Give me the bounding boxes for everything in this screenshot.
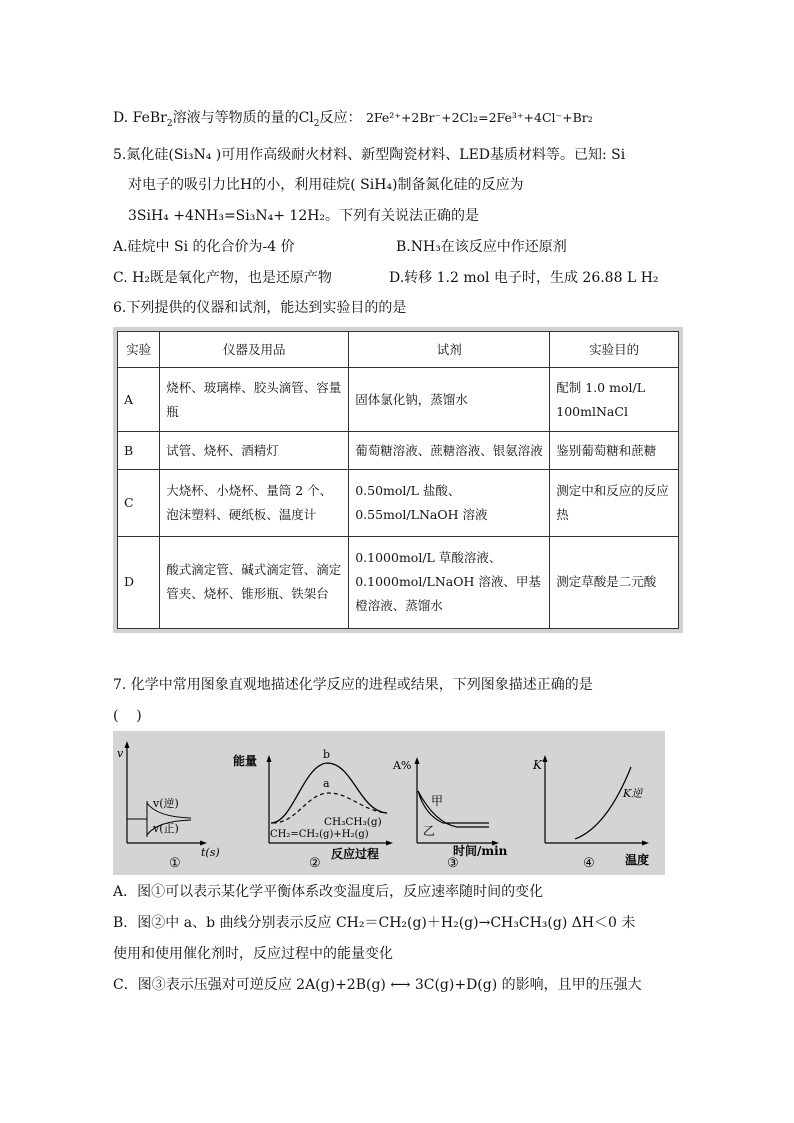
q7-option-c: C．图③表示压强对可逆反应 2A(g)+2B(g) ⟷ 3C(g)+D(g) 的影响，且甲的压强大 <box>113 977 642 993</box>
table-row <box>118 368 679 432</box>
graph-2 <box>233 748 393 871</box>
graph2-number: ② <box>309 856 321 871</box>
q5-option-b: B.NH₃在该反应中作还原剂 <box>396 239 567 255</box>
option-d-tail: 反应： <box>319 110 362 126</box>
graph3-xlabel: 时间/min <box>453 844 508 858</box>
table-cell: 酸式滴定管、碱式滴定管、滴定管夹、烧杯、锥形瓶、铁架台 <box>160 536 349 628</box>
q7-option-b-line2: 使用和使用催化剂时，反应过程中的能量变化 <box>113 946 393 962</box>
graph4-number: ④ <box>583 856 595 871</box>
table-cell: B <box>118 432 160 470</box>
experiment-table <box>113 327 683 633</box>
q7-bracket: ( ) <box>113 708 142 724</box>
graph4-ylabel: K <box>533 758 542 772</box>
graph1-forward-label: v(正) <box>153 822 179 835</box>
graph1-number: ① <box>169 856 181 871</box>
table-row <box>118 470 679 536</box>
option-d-middle: 溶液与等物质的量的Cl <box>172 110 314 126</box>
q6-stem: 6.下列提供的仪器和试剂，能达到实验目的的是 <box>113 300 407 316</box>
option-d-prefix: D. FeBr <box>113 110 167 126</box>
graph2-curve-a: a <box>323 777 330 790</box>
q5-option-a: A.硅烷中 Si 的化合价为-4 价 <box>113 239 295 255</box>
graph3-ylabel: A% <box>393 759 412 772</box>
option-d-equation: 2Fe²⁺+2Br⁻+2Cl₂=2Fe³⁺+4Cl⁻+Br₂ <box>365 110 593 125</box>
table-cell: 试管、烧杯、酒精灯 <box>160 432 349 470</box>
table-cell: 葡萄糖溶液、蔗糖溶液、银氨溶液 <box>349 432 550 470</box>
header-cell: 实验 <box>118 332 160 368</box>
graph1-ylabel: v <box>117 747 124 760</box>
graph3-label-jia: 甲 <box>431 794 444 808</box>
q5-option-c: C. H₂既是氧化产物，也是还原产物 <box>113 270 332 286</box>
table-cell: A <box>118 368 160 432</box>
q7-stem: 7. 化学中常用图象直观地描述化学反应的进程或结果，下列图象描述正确的是 <box>113 677 593 693</box>
table-cell: 0.1000mol/L 草酸溶液、0.1000mol/LNaOH 溶液、甲基橙溶液、蒸馏水 <box>349 536 550 628</box>
graph2-product-label: CH₃CH₃(g) <box>324 816 382 828</box>
subscript: 2 <box>166 118 173 129</box>
q7-option-a: A．图①可以表示某化学平衡体系改变温度后，反应速率随时间的变化 <box>113 884 544 900</box>
table-header-row <box>118 332 679 368</box>
graph2-ylabel: 能量 <box>233 754 258 768</box>
graph1-reverse-label: v(逆) <box>153 797 179 810</box>
q5-option-d: D.转移 1.2 mol 电子时，生成 26.88 L H₂ <box>389 270 659 286</box>
q5-line1: 5.氮化硅(Si₃N₄ )可用作高级耐火材料、新型陶瓷材料、LED基质材料等。已知: Si <box>113 147 626 163</box>
graph2-reactant-label: CH₂=CH₂(g)+H₂(g) <box>270 829 369 840</box>
graph3-label-yi: 乙 <box>423 824 436 838</box>
option-d-line <box>113 108 593 134</box>
header-cell: 仪器及用品 <box>160 332 349 368</box>
table-cell: 测定草酸是二元酸 <box>550 536 679 628</box>
q7-option-b-line1: B．图②中 a、b 曲线分别表示反应 CH₂＝CH₂(g)＋H₂(g)→CH₃CH₃(g) ΔH＜0 未 <box>113 915 636 931</box>
table-cell: 测定中和反应的反应热 <box>550 470 679 536</box>
table-cell: 大烧杯、小烧杯、量筒 2 个、泡沫塑料、硬纸板、温度计 <box>160 470 349 536</box>
table-cell: 配制 1.0 mol/L 100mlNaCl <box>550 368 679 432</box>
table-cell: 固体氯化钠，蒸馏水 <box>349 368 550 432</box>
graph2-xlabel: 反应过程 <box>331 847 380 861</box>
graph2-curve-b: b <box>323 748 331 761</box>
graph4-xlabel: 温度 <box>625 853 650 867</box>
q7-figure-panel <box>113 731 665 875</box>
subscript: 2 <box>313 118 320 129</box>
graph3-number: ③ <box>447 856 459 871</box>
header-cell: 试剂 <box>349 332 550 368</box>
table-cell: 鉴别葡萄糖和蔗糖 <box>550 432 679 470</box>
q5-line2: 对电子的吸引力比H的小，利用硅烷( SiH₄)制备氮化硅的反应为 <box>128 177 524 193</box>
graph4-curve-label: K逆 <box>623 787 643 800</box>
graph-3 <box>392 757 508 871</box>
graph-4 <box>532 755 649 871</box>
graph-1 <box>117 741 220 871</box>
graph1-xlabel: t(s) <box>201 846 220 859</box>
table-cell: D <box>118 536 160 628</box>
table-row <box>118 432 679 470</box>
q7-figure-svg <box>113 731 665 875</box>
q5-line3: 3SiH₄ +4NH₃=Si₃N₄+ 12H₂。下列有关说法正确的是 <box>128 208 480 224</box>
header-cell: 实验目的 <box>550 332 679 368</box>
table-cell: 烧杯、玻璃棒、胶头滴管、容量瓶 <box>160 368 349 432</box>
table-row <box>118 536 679 628</box>
table-cell: C <box>118 470 160 536</box>
table-cell: 0.50mol/L 盐酸、0.55mol/LNaOH 溶液 <box>349 470 550 536</box>
